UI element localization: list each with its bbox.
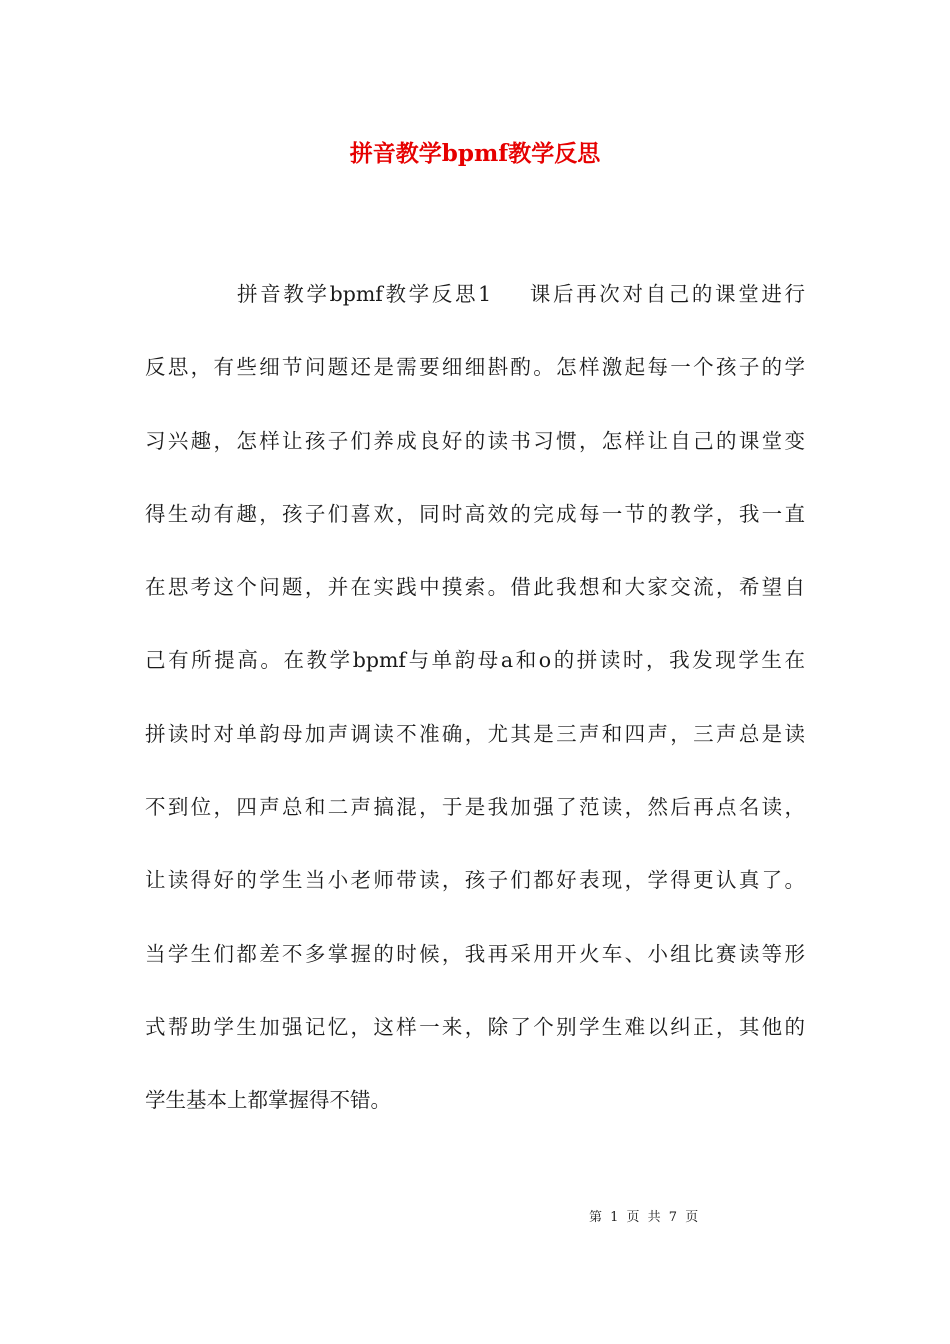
- page-footer: 第 1 页 共 7 页: [589, 1210, 699, 1225]
- document-title: 拼音教学bpmf教学反思: [349, 140, 601, 167]
- paragraph-heading: 拼音教学bpmf教学反思1: [237, 282, 492, 306]
- text-line: 己有所提高。在教学bpmf与单韵母a和o的拼读时，我发现学生在: [145, 648, 805, 673]
- text-line: 反思，有些细节问题还是需要细细斟酌。怎样激起每一个孩子的学: [145, 355, 805, 380]
- text-line: 拼读时对单韵母加声调读不准确，尤其是三声和四声，三声总是读: [145, 721, 805, 746]
- document-body: [145, 276, 805, 1156]
- text-line: 当学生们都差不多掌握的时候，我再采用开火车、小组比赛读等形: [145, 941, 805, 966]
- text-line: 在思考这个问题，并在实践中摸索。借此我想和大家交流，希望自: [145, 575, 805, 600]
- text-line: 不到位，四声总和二声搞混，于是我加强了范读，然后再点名读，: [145, 795, 805, 820]
- text-line: 得生动有趣，孩子们喜欢，同时高效的完成每一节的教学，我一直: [145, 501, 805, 526]
- text-line: 让读得好的学生当小老师带读，孩子们都好表现，学得更认真了。: [145, 868, 805, 893]
- text-line: 式帮助学生加强记忆，这样一来，除了个别学生难以纠正，其他的: [145, 1014, 805, 1039]
- text-line: 学生基本上都掌握得不错。: [145, 1088, 391, 1113]
- text-line: [145, 276, 805, 349]
- line-text: 课后再次对自己的课堂进行: [527, 282, 805, 306]
- text-line: 习兴趣，怎样让孩子们养成良好的读书习惯，怎样让自己的课堂变: [145, 428, 805, 453]
